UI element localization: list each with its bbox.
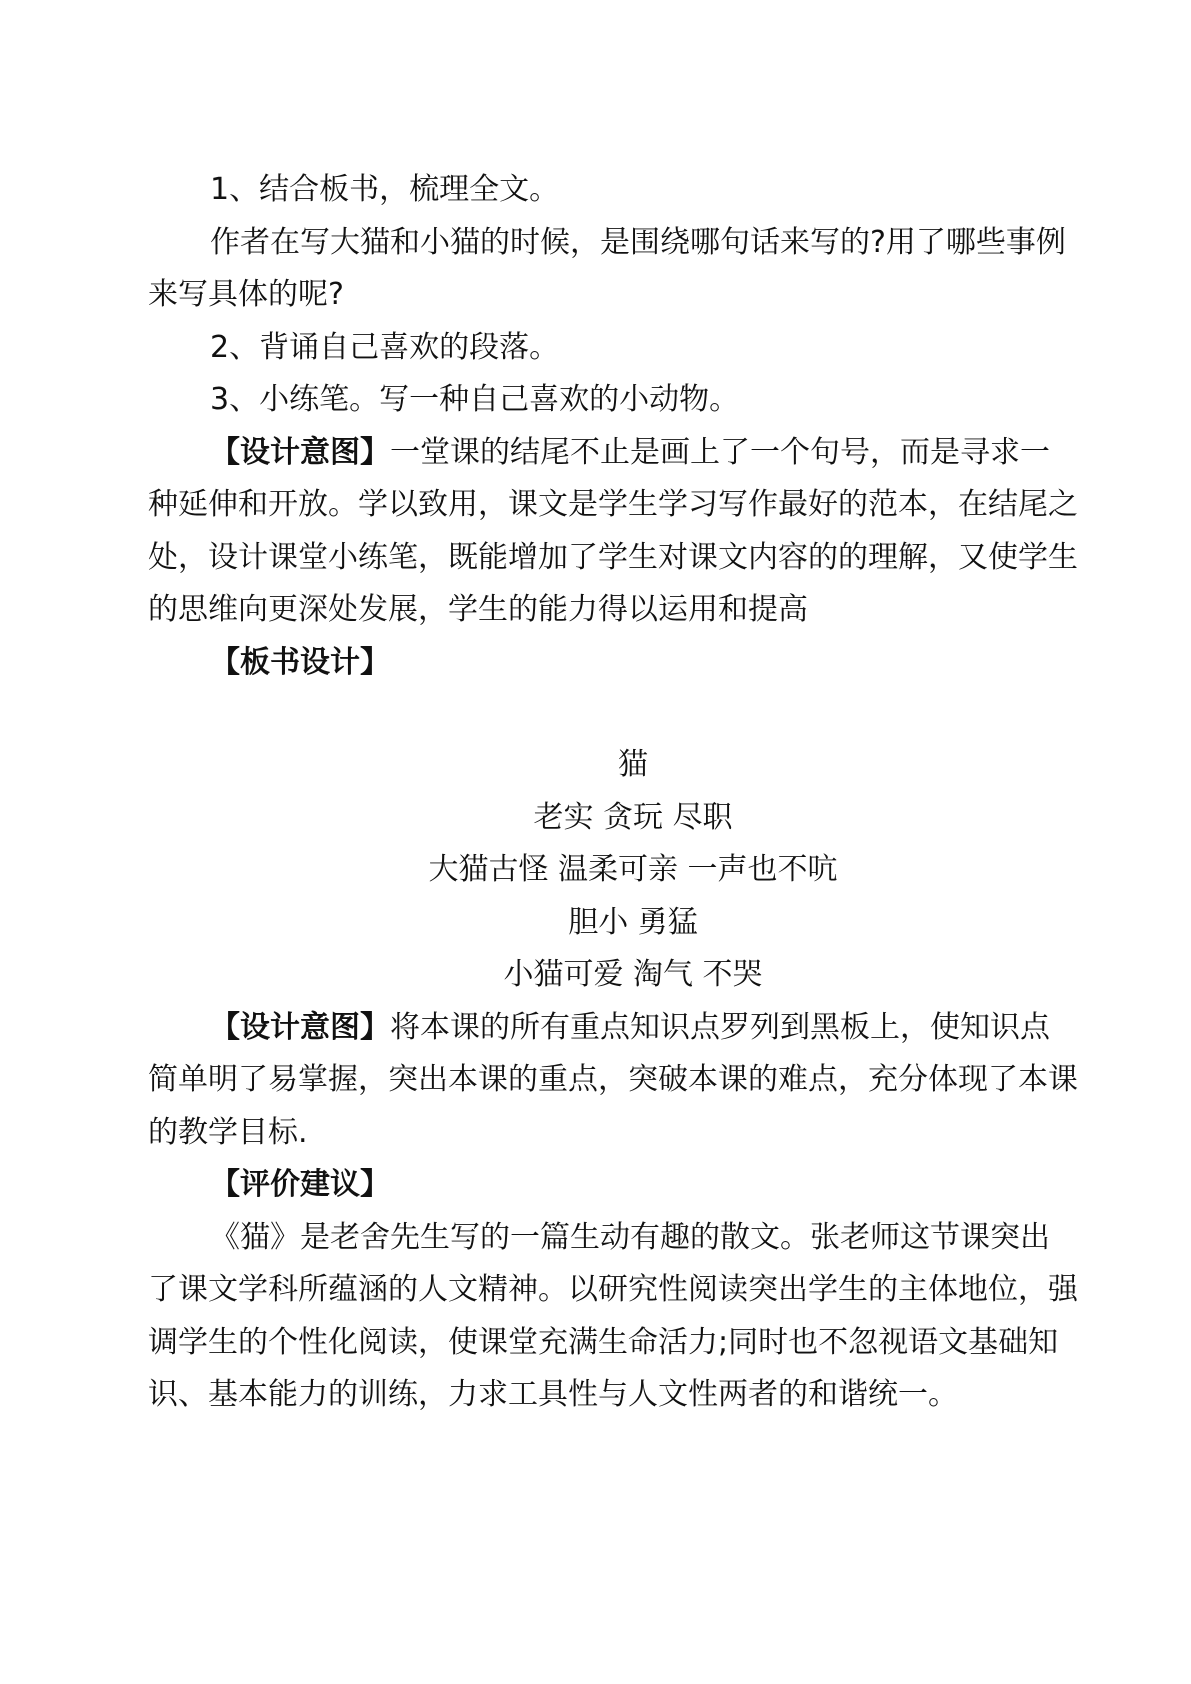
- design-intent-paragraph: [148, 427, 1078, 637]
- step-1-question: 作者在写大猫和小猫的时候，是围绕哪句话来写的?用了哪些事例来写具体的呢?: [148, 224, 1066, 312]
- board-line: 小猫可爱 淘气 不哭: [503, 957, 763, 992]
- evaluation-heading: 【评价建议】: [210, 1167, 390, 1202]
- board-design-heading: 【板书设计】: [210, 644, 390, 680]
- document-body: [148, 164, 1078, 1422]
- step-2: 2、背诵自己喜欢的段落。: [210, 329, 560, 365]
- board-title: 猫: [618, 747, 648, 782]
- board-line: 大猫古怪 温柔可亲 一声也不吭: [428, 852, 838, 887]
- board-line: 老实 贪玩 尽职: [533, 799, 733, 835]
- design-intent-label: 【设计意图】: [210, 434, 390, 470]
- board-intent-label: 【设计意图】: [210, 1009, 390, 1045]
- board-layout: [148, 739, 1078, 1002]
- design-intent-text: 一堂课的结尾不止是画上了一个句号，而是寻求一种延伸和开放。学以致用，课文是学生学习写作最好的范本，在结尾之处，设计课堂小练笔，既能增加了学生对课文内容的的理解，又使学生的思维向更深处发展，学生的能力得以运用和提高: [148, 434, 1078, 627]
- board-intent-paragraph: [148, 1002, 1078, 1160]
- board-intent-text: 将本课的所有重点知识点罗列到黑板上，使知识点简单明了易掌握，突出本课的重点，突破本课的难点，充分体现了本课的教学目标.: [148, 1009, 1078, 1150]
- board-line: 胆小 勇猛: [568, 904, 698, 940]
- step-3: 3、小练笔。写一种自己喜欢的小动物。: [210, 382, 740, 417]
- step-1: 1、结合板书，梳理全文。: [210, 172, 560, 207]
- evaluation-text: 《猫》是老舍先生写的一篇生动有趣的散文。张老师这节课突出了课文学科所蕴涵的人文精神。以研究性阅读突出学生的主体地位，强调学生的个性化阅读，使课堂充满生命活力;同时也不忽视语文基础知识、基本能力的训练，力求工具性与人文性两者的和谐统一。: [148, 1219, 1078, 1412]
- spacer: [148, 689, 1078, 739]
